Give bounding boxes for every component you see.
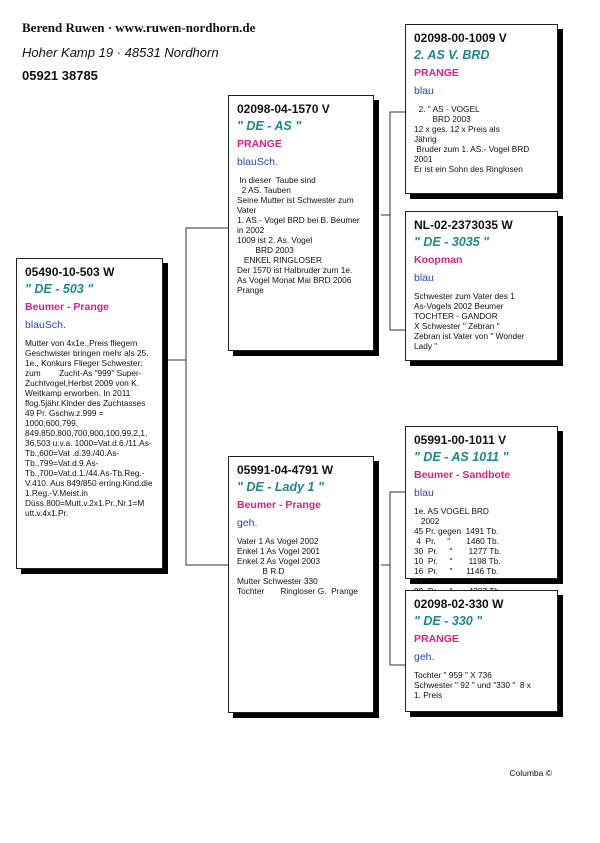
pigeon-name: " DE - AS 1011 "	[414, 450, 509, 464]
breed-line: PRANGE	[414, 67, 459, 79]
ring-number: 05490-10-503 W	[25, 265, 115, 279]
breeder-name: Berend Ruwen · www.ruwen-nordhorn.de	[22, 20, 256, 35]
pigeon-color: blau	[414, 487, 434, 499]
ring-number: 05991-04-4791 W	[237, 463, 334, 477]
pedigree-notes: Mutter von 4x1e.,Preis fliegern Geschwister bringen mehr als 25. 1e., Konkurs Flieger Schwester: zum Zucht-As "999" Super-Zuchtvogel,Herbst 2009 von K. Weitkamp erworben. In 2011 flog.5jähr.Kinder des Zuchtasses 49 Pr. Gschw.z.999 = 1000,600,799, 849,850,800,700,900,100,99,2,1, 36,503 u.v.a. 1000=Vat.d.6./11.As-Tb.,600=Vat .d.39./40.As-Tb.,799=Vat.d.9.As-Tb.,700=Vat.d.1./44.As-Tb.Reg.-V.410. Aus 849/850 erring.Kind.die 1.Reg.-V.Meist.in Düss.800=Mutt.v.2x1.Pr.,Nr.1=M utt.v.4x1.Pr.	[25, 338, 155, 518]
pedigree-notes: Tochter " 959 " X 736 Schwester " 92 " und "330 " 8 x 1. Preis	[414, 670, 531, 700]
pedigree-notes: 2. " AS - VOGEL BRD 2003 12 x ges. 12 x Preis als Jährig Bruder zum 1. AS.- Vogel BRD 2001 Er ist ein Sohn des Ringlosen	[414, 104, 530, 174]
pigeon-color: geh.	[237, 517, 258, 529]
breed-line: Beumer - Sandbote	[414, 469, 511, 481]
ring-number: 02098-00-1009 V	[414, 31, 507, 45]
copyright-mark: Columba ©	[509, 768, 552, 778]
pigeon-card-dam	[228, 456, 374, 713]
breed-line: PRANGE	[237, 138, 282, 150]
pedigree-notes: In dieser Taube sind 2 AS. Tauben Seine Mutter ist Schwester zum Vater 1. AS.- Vogel BRD bei B. Beumer in 2002 1009 ist 2. As. Vogel BRD 2003 ENKEL RINGLOSER Der 1570 ist Halbruder zum 1e. As Vogel Monat Mai BRD 2006 Prange	[237, 175, 360, 295]
pigeon-color: geh.	[414, 651, 435, 663]
pigeon-color: blau	[414, 272, 434, 284]
breeder-phone: 05921 38785	[22, 68, 98, 83]
breed-line: PRANGE	[414, 633, 459, 645]
pigeon-name: " DE - AS "	[237, 119, 302, 133]
pedigree-notes: Schwester zum Vater des 1 As-Vogels 2002 Beumer TOCHTER - GANDOR X Schwester " Zebran " Zebran ist Vater von " Wonder Lady "	[414, 291, 525, 351]
pigeon-name: " DE - 3035 "	[414, 235, 490, 249]
pedigree-notes: Vater 1 As Vogel 2002 Enkel 1 As Vogel 2001 Enkel 2 As Vogel 2003 B R D Mutter Schwester 330 Tochter Ringloser G. Prange	[237, 536, 358, 596]
ring-number: 02098-04-1570 V	[237, 102, 330, 116]
pigeon-name: 2. AS V. BRD	[414, 48, 490, 62]
breeder-address: Hoher Kamp 19 · 48531 Nordhorn	[22, 45, 219, 60]
pigeon-color: blau	[414, 85, 434, 97]
pigeon-name: " DE - 330 "	[414, 614, 483, 628]
pigeon-card-dam-dam	[405, 590, 558, 712]
ring-number: 02098-02-330 W	[414, 597, 504, 611]
pigeon-card-main	[16, 258, 163, 569]
pigeon-color: blauSch.	[237, 156, 278, 168]
pigeon-card-sire-sire	[405, 24, 558, 194]
pigeon-color: blauSch.	[25, 319, 66, 331]
breed-line: Beumer - Prange	[237, 499, 322, 511]
breed-line: Beumer - Prange	[25, 301, 110, 313]
pigeon-card-sire-dam	[405, 211, 558, 361]
pigeon-name: " DE - 503 "	[25, 282, 94, 296]
pigeon-card-sire	[228, 95, 374, 351]
pigeon-name: " DE - Lady 1 "	[237, 480, 324, 494]
breed-line: Koopman	[414, 254, 463, 266]
pigeon-card-dam-sire	[405, 426, 558, 586]
ring-number: 05991-00-1011 V	[414, 433, 507, 447]
pedigree-notes: 1e. AS VOGEL BRD 2002 45 Pr. gegen 1491 Tb. 4 Pr. " 1460 Tb. 30 Pr. " 1277 Tb. 10 Pr. " 1198 Tb. 16 Pr. " 1146 Tb. 14 Pr. " 3596 Tb.	[414, 506, 502, 586]
ring-number: NL-02-2373035 W	[414, 218, 513, 232]
